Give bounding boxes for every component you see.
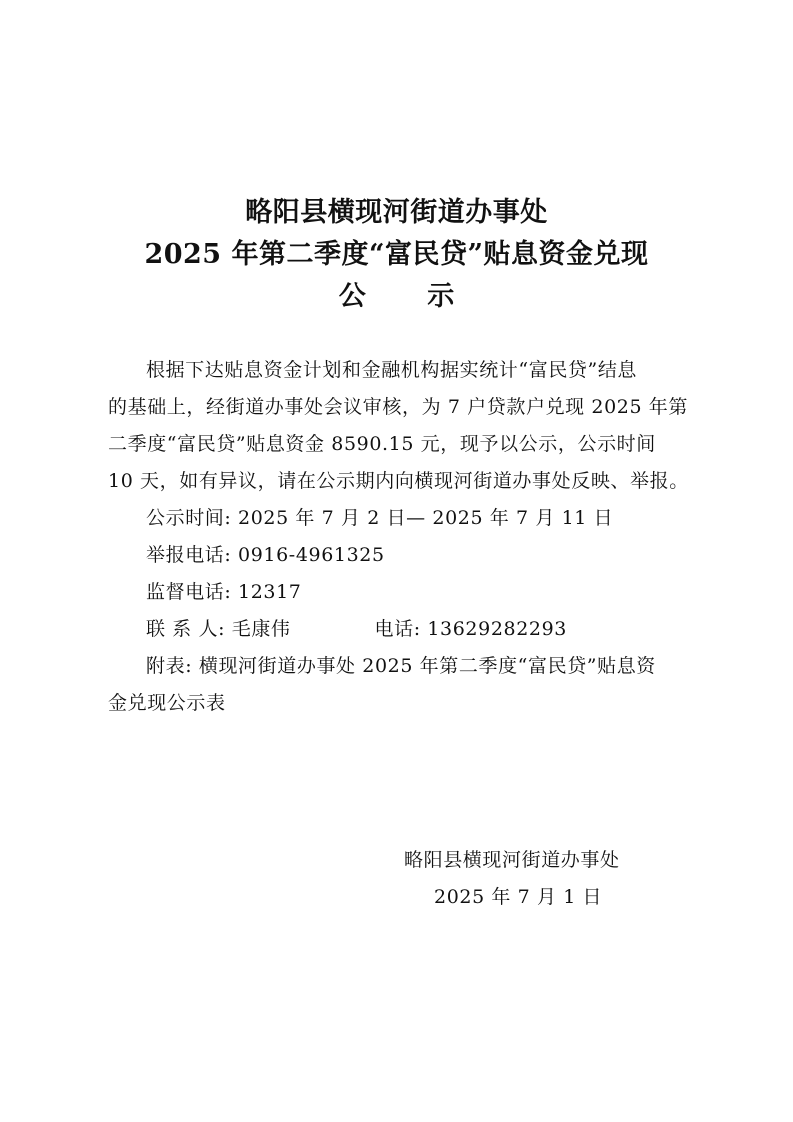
- attachment-line: 金兑现公示表: [108, 692, 226, 714]
- title-block: [0, 192, 793, 318]
- title-subject: 2025 年第二季度“富民贷”贴息资金兑现: [144, 239, 649, 270]
- contact-phone: 电话: 13629282293: [374, 618, 567, 640]
- report-phone: 举报电话: 0916-4961325: [146, 544, 385, 566]
- paragraph-line: 根据下达贴息资金计划和金融机构据实统计“富民贷”结息: [146, 359, 638, 381]
- paragraph-line: 二季度“富民贷”贴息资金 8590.15 元，现予以公示，公示时间: [108, 433, 656, 455]
- notice-period: 公示时间: 2025 年 7 月 2 日— 2025 年 7 月 11 日: [146, 507, 614, 529]
- paragraph-line: 10 天，如有异议，请在公示期内向横现河街道办事处反映、举报。: [108, 470, 689, 492]
- notice-body: [108, 352, 706, 722]
- supervise-phone: 监督电话: 12317: [146, 581, 302, 603]
- title-notice: 公 示: [338, 281, 481, 312]
- signature-date: 2025 年 7 月 1 日: [434, 886, 603, 908]
- attachment-line: 附表: 横现河街道办事处 2025 年第二季度“富民贷”贴息资: [146, 655, 656, 677]
- signature-block: [404, 842, 704, 916]
- paragraph-line: 的基础上，经街道办事处会议审核，为 7 户贷款户兑现 2025 年第: [108, 396, 689, 418]
- contact-person: 联 系 人: 毛康伟: [146, 618, 291, 640]
- contact-line: [108, 611, 706, 648]
- signature-org: 略阳县横现河街道办事处: [404, 849, 620, 871]
- title-org: 略阳县横现河街道办事处: [245, 197, 548, 228]
